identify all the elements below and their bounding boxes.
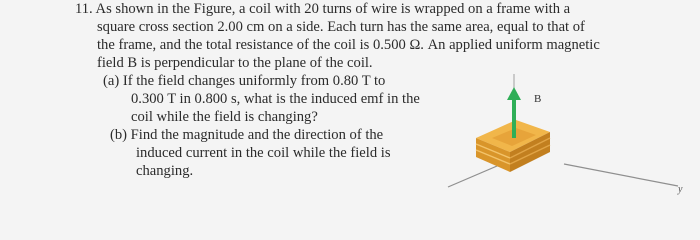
problem-part-a-line-2: 0.300 T in 0.800 s, what is the induced emf in the [131, 91, 420, 107]
problem-line-3: the frame, and the total resistance of the coil is 0.500 Ω. An applied uniform magnetic [97, 37, 600, 53]
problem-line-2: square cross section 2.00 cm on a side. Each turn has the same area, equal to that of [97, 19, 585, 35]
problem-part-b-line-2: induced current in the coil while the field is [136, 145, 391, 161]
problem-line-1: 11. As shown in the Figure, a coil with 20 turns of wire is wrapped on a frame with a [75, 1, 571, 17]
problem-part-b-line-1: (b) Find the magnitude and the direction of the [110, 127, 384, 143]
coil-figure [440, 60, 690, 209]
y-axis-label: y [678, 184, 683, 195]
field-arrow-head [507, 87, 521, 100]
y-axis-right [564, 164, 678, 186]
problem-part-a-line-1: (a) If the field changes uniformly from 0.80 T to [103, 73, 386, 89]
problem-part-b-line-3: changing. [136, 163, 194, 179]
problem-part-a-line-3: coil while the field is changing? [131, 109, 318, 125]
field-label: B [534, 93, 542, 105]
problem-line-4: field B is perpendicular to the plane of the coil. [97, 55, 373, 71]
